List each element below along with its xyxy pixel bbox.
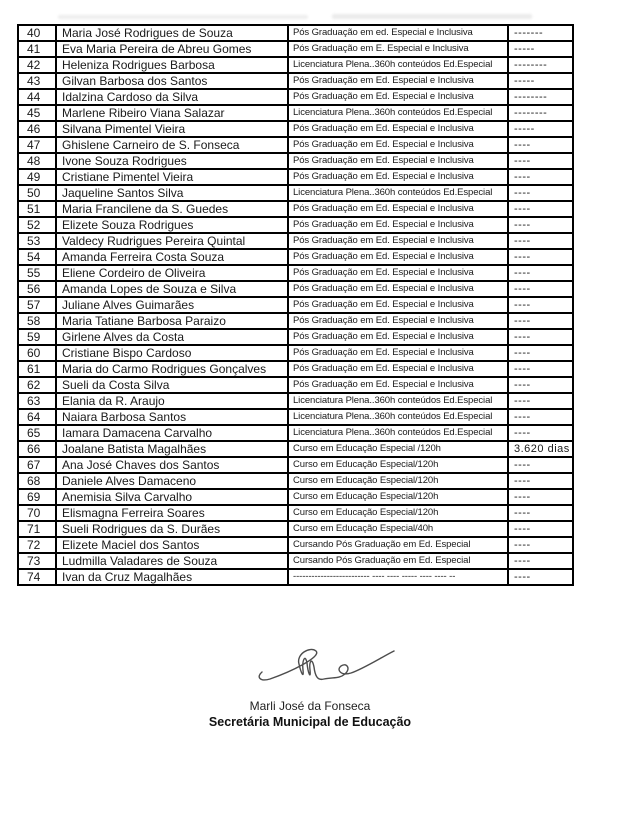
time-cell: ---- <box>508 153 573 169</box>
scan-artifact <box>58 15 308 19</box>
row-number-cell: 67 <box>18 457 56 473</box>
qualification-cell: Pós Graduação em Ed. Especial e Inclusiva <box>288 89 508 105</box>
row-number-cell: 41 <box>18 41 56 57</box>
row-number-cell: 69 <box>18 489 56 505</box>
time-cell: ---- <box>508 457 573 473</box>
row-number-cell: 59 <box>18 329 56 345</box>
name-cell: Joalane Batista Magalhães <box>56 441 288 457</box>
qualification-cell: Pós Graduação em Ed. Especial e Inclusiva <box>288 329 508 345</box>
qualification-cell: Pós Graduação em Ed. Especial e Inclusiva <box>288 249 508 265</box>
name-cell: Ivan da Cruz Magalhães <box>56 569 288 585</box>
name-cell: Sueli da Costa Silva <box>56 377 288 393</box>
row-number-cell: 58 <box>18 313 56 329</box>
table-row <box>18 105 573 121</box>
time-cell: ---- <box>508 489 573 505</box>
row-number-cell: 65 <box>18 425 56 441</box>
time-cell: ---- <box>508 345 573 361</box>
qualification-cell: Licenciatura Plena..360h conteúdos Ed.Especial <box>288 425 508 441</box>
row-number-cell: 52 <box>18 217 56 233</box>
row-number-cell: 68 <box>18 473 56 489</box>
time-cell: ---- <box>508 281 573 297</box>
table-row <box>18 169 573 185</box>
time-cell: ---- <box>508 537 573 553</box>
qualification-cell: Pós Graduação em Ed. Especial e Inclusiva <box>288 313 508 329</box>
table-row <box>18 297 573 313</box>
time-cell: ---- <box>508 201 573 217</box>
staff-roster-body <box>18 25 573 585</box>
name-cell: Elismagna Ferreira Soares <box>56 505 288 521</box>
staff-roster-table <box>17 24 574 586</box>
qualification-cell: Pós Graduação em Ed. Especial e Inclusiva <box>288 153 508 169</box>
table-row <box>18 553 573 569</box>
table-row <box>18 377 573 393</box>
row-number-cell: 56 <box>18 281 56 297</box>
name-cell: Maria do Carmo Rodrigues Gonçalves <box>56 361 288 377</box>
time-cell: -------- <box>508 89 573 105</box>
row-number-cell: 72 <box>18 537 56 553</box>
time-cell: ---- <box>508 473 573 489</box>
table-row <box>18 89 573 105</box>
qualification-cell: Pós Graduação em Ed. Especial e Inclusiva <box>288 73 508 89</box>
name-cell: Maria Tatiane Barbosa Paraizo <box>56 313 288 329</box>
time-cell: ----- <box>508 73 573 89</box>
qualification-cell: Pós Graduação em Ed. Especial e Inclusiva <box>288 345 508 361</box>
handwritten-signature-icon <box>256 644 396 686</box>
row-number-cell: 43 <box>18 73 56 89</box>
table-row <box>18 233 573 249</box>
qualification-cell: Pós Graduação em Ed. Especial e Inclusiva <box>288 121 508 137</box>
name-cell: Jaqueline Santos Silva <box>56 185 288 201</box>
table-row <box>18 489 573 505</box>
qualification-cell: Pós Graduação em Ed. Especial e Inclusiva <box>288 297 508 313</box>
qualification-cell: Licenciatura Plena..360h conteúdos Ed.Especial <box>288 185 508 201</box>
table-row <box>18 425 573 441</box>
name-cell: Heleniza Rodrigues Barbosa <box>56 57 288 73</box>
row-number-cell: 62 <box>18 377 56 393</box>
row-number-cell: 51 <box>18 201 56 217</box>
row-number-cell: 64 <box>18 409 56 425</box>
name-cell: Cristiane Bispo Cardoso <box>56 345 288 361</box>
name-cell: Marlene Ribeiro Viana Salazar <box>56 105 288 121</box>
qualification-cell: Licenciatura Plena..360h conteúdos Ed.Especial <box>288 409 508 425</box>
row-number-cell: 60 <box>18 345 56 361</box>
table-row <box>18 393 573 409</box>
time-cell: 3.620 dias <box>508 441 573 457</box>
time-cell: ---- <box>508 185 573 201</box>
name-cell: Elizete Souza Rodrigues <box>56 217 288 233</box>
table-row <box>18 329 573 345</box>
name-cell: Amanda Lopes de Souza e Silva <box>56 281 288 297</box>
time-cell: ---- <box>508 233 573 249</box>
row-number-cell: 48 <box>18 153 56 169</box>
time-cell: ---- <box>508 377 573 393</box>
qualification-cell: Pós Graduação em Ed. Especial e Inclusiva <box>288 377 508 393</box>
name-cell: Ghislene Carneiro de S. Fonseca <box>56 137 288 153</box>
qualification-cell: Pós Graduação em Ed. Especial e Inclusiva <box>288 281 508 297</box>
row-number-cell: 57 <box>18 297 56 313</box>
time-cell: ---- <box>508 217 573 233</box>
qualification-cell: Pós Graduação em Ed. Especial e Inclusiva <box>288 265 508 281</box>
name-cell: Ludmilla Valadares de Souza <box>56 553 288 569</box>
time-cell: ---- <box>508 249 573 265</box>
table-row <box>18 457 573 473</box>
table-row <box>18 153 573 169</box>
name-cell: Maria Francilene da S. Guedes <box>56 201 288 217</box>
name-cell: Naiara Barbosa Santos <box>56 409 288 425</box>
name-cell: Gilvan Barbosa dos Santos <box>56 73 288 89</box>
qualification-cell: Pós Graduação em E. Especial e Inclusiva <box>288 41 508 57</box>
table-row <box>18 185 573 201</box>
qualification-cell: Pós Graduação em Ed. Especial e Inclusiva <box>288 233 508 249</box>
time-cell: ---- <box>508 313 573 329</box>
name-cell: Valdecy Rudrigues Pereira Quintal <box>56 233 288 249</box>
row-number-cell: 63 <box>18 393 56 409</box>
time-cell: ----- <box>508 121 573 137</box>
time-cell: ---- <box>508 569 573 585</box>
signatory-name: Marli José da Fonseca <box>249 699 371 713</box>
table-row <box>18 361 573 377</box>
row-number-cell: 55 <box>18 265 56 281</box>
table-row <box>18 201 573 217</box>
table-row <box>18 265 573 281</box>
qualification-cell: ------------------------- ---- ---- ----- ---- ---- -- <box>288 569 508 585</box>
table-row <box>18 281 573 297</box>
name-cell: Sueli Rodrigues da S. Durães <box>56 521 288 537</box>
qualification-cell: Curso em Educação Especial/120h <box>288 505 508 521</box>
qualification-cell: Licenciatura Plena..360h conteúdos Ed.Especial <box>288 393 508 409</box>
time-cell: ---- <box>508 393 573 409</box>
time-cell: ---- <box>508 329 573 345</box>
row-number-cell: 44 <box>18 89 56 105</box>
row-number-cell: 45 <box>18 105 56 121</box>
row-number-cell: 61 <box>18 361 56 377</box>
time-cell: ---- <box>508 297 573 313</box>
name-cell: Ivone Souza Rodrigues <box>56 153 288 169</box>
name-cell: Cristiane Pimentel Vieira <box>56 169 288 185</box>
table-row <box>18 57 573 73</box>
name-cell: Iamara Damacena Carvalho <box>56 425 288 441</box>
name-cell: Silvana Pimentel Vieira <box>56 121 288 137</box>
row-number-cell: 50 <box>18 185 56 201</box>
time-cell: -------- <box>508 105 573 121</box>
time-cell: ---- <box>508 505 573 521</box>
qualification-cell: Licenciatura Plena..360h conteúdos Ed.Especial <box>288 105 508 121</box>
qualification-cell: Cursando Pós Graduação em Ed. Especial <box>288 537 508 553</box>
table-row <box>18 121 573 137</box>
qualification-cell: Pós Graduação em ed. Especial e Inclusiva <box>288 25 508 41</box>
row-number-cell: 53 <box>18 233 56 249</box>
name-cell: Daniele Alves Damaceno <box>56 473 288 489</box>
row-number-cell: 71 <box>18 521 56 537</box>
time-cell: ---- <box>508 425 573 441</box>
time-cell: ---- <box>508 361 573 377</box>
qualification-cell: Curso em Educação Especial/120h <box>288 489 508 505</box>
table-row <box>18 505 573 521</box>
qualification-cell: Curso em Educação Especial/120h <box>288 473 508 489</box>
time-cell: ---- <box>508 169 573 185</box>
qualification-cell: Pós Graduação em Ed. Especial e Inclusiva <box>288 361 508 377</box>
row-number-cell: 73 <box>18 553 56 569</box>
signatory-title: Secretária Municipal de Educação <box>208 715 412 729</box>
row-number-cell: 66 <box>18 441 56 457</box>
name-cell: Amanda Ferreira Costa Souza <box>56 249 288 265</box>
row-number-cell: 46 <box>18 121 56 137</box>
name-cell: Eliene Cordeiro de Oliveira <box>56 265 288 281</box>
qualification-cell: Cursando Pós Graduação em Ed. Especial <box>288 553 508 569</box>
table-row <box>18 313 573 329</box>
qualification-cell: Pós Graduação em Ed. Especial e Inclusiva <box>288 169 508 185</box>
time-cell: ---- <box>508 265 573 281</box>
table-row <box>18 409 573 425</box>
time-cell: ------- <box>508 25 573 41</box>
qualification-cell: Pós Graduação em Ed. Especial e Inclusiva <box>288 217 508 233</box>
table-row <box>18 137 573 153</box>
name-cell: Ana José Chaves dos Santos <box>56 457 288 473</box>
name-cell: Maria José Rodrigues de Souza <box>56 25 288 41</box>
name-cell: Eva Maria Pereira de Abreu Gomes <box>56 41 288 57</box>
name-cell: Idalzina Cardoso da Silva <box>56 89 288 105</box>
row-number-cell: 54 <box>18 249 56 265</box>
qualification-cell: Curso em Educação Especial/120h <box>288 457 508 473</box>
qualification-cell: Curso em Educação Especial /120h <box>288 441 508 457</box>
row-number-cell: 49 <box>18 169 56 185</box>
table-row <box>18 249 573 265</box>
row-number-cell: 42 <box>18 57 56 73</box>
time-cell: ---- <box>508 409 573 425</box>
table-row <box>18 41 573 57</box>
name-cell: Elania da R. Araujo <box>56 393 288 409</box>
time-cell: ----- <box>508 41 573 57</box>
table-row <box>18 345 573 361</box>
qualification-cell: Licenciatura Plena..360h conteúdos Ed.Especial <box>288 57 508 73</box>
name-cell: Anemisia Silva Carvalho <box>56 489 288 505</box>
time-cell: ---- <box>508 137 573 153</box>
row-number-cell: 70 <box>18 505 56 521</box>
qualification-cell: Pós Graduação em Ed. Especial e Inclusiva <box>288 201 508 217</box>
row-number-cell: 74 <box>18 569 56 585</box>
qualification-cell: Pós Graduação em Ed. Especial e Inclusiva <box>288 137 508 153</box>
table-row <box>18 441 573 457</box>
table-row <box>18 25 573 41</box>
name-cell: Girlene Alves da Costa <box>56 329 288 345</box>
name-cell: Elizete Maciel dos Santos <box>56 537 288 553</box>
row-number-cell: 40 <box>18 25 56 41</box>
time-cell: ---- <box>508 521 573 537</box>
time-cell: -------- <box>508 57 573 73</box>
qualification-cell: Curso em Educação Especial/40h <box>288 521 508 537</box>
table-row <box>18 473 573 489</box>
table-row <box>18 569 573 585</box>
name-cell: Juliane Alves Guimarães <box>56 297 288 313</box>
table-row <box>18 521 573 537</box>
table-row <box>18 73 573 89</box>
row-number-cell: 47 <box>18 137 56 153</box>
table-row <box>18 217 573 233</box>
time-cell: ---- <box>508 553 573 569</box>
table-row <box>18 537 573 553</box>
scan-artifact <box>332 14 532 19</box>
